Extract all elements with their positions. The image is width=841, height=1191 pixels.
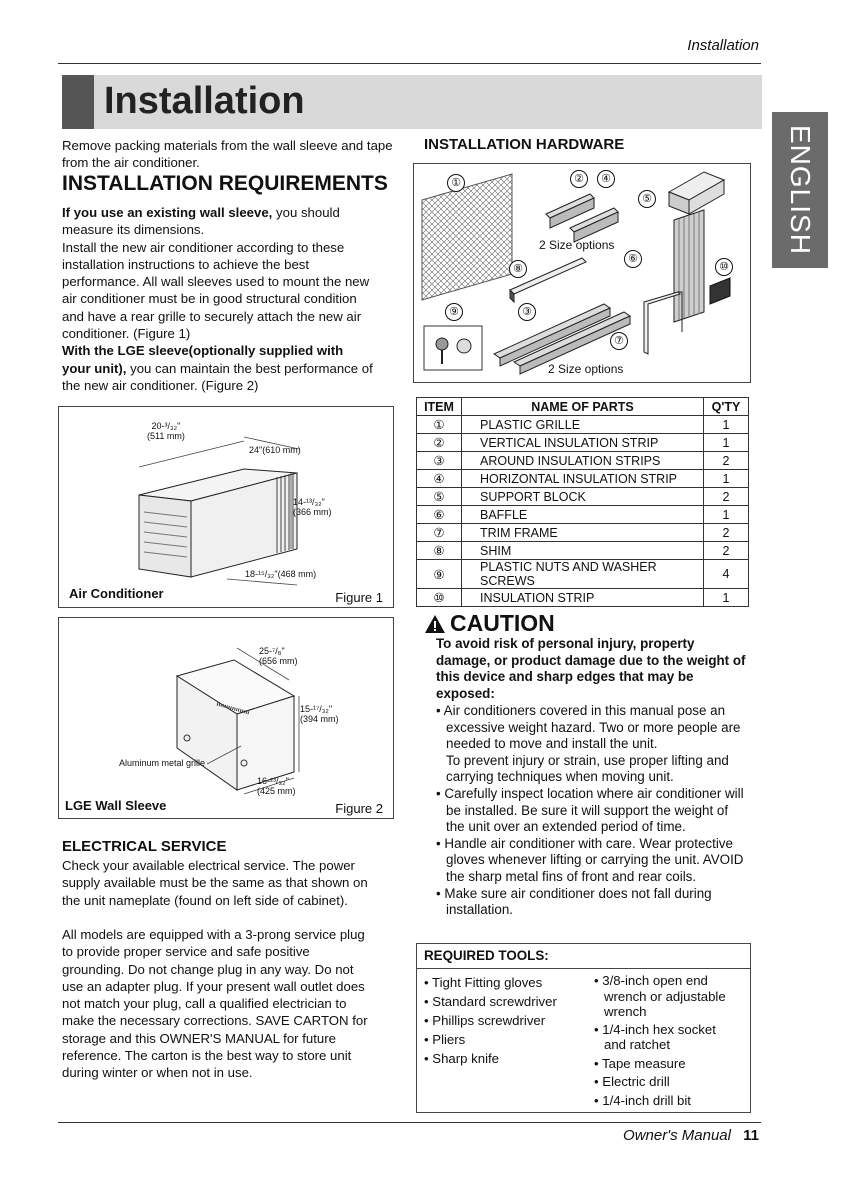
text-line: needed to move and install the unit. — [446, 736, 658, 752]
tool-item: • Standard screwdriver — [424, 994, 557, 1009]
cell-item: ⑥ — [417, 506, 462, 524]
caution-lead — [436, 636, 756, 702]
cell-qty: 1 — [704, 416, 749, 434]
size-options-note: 2 Size options — [539, 238, 615, 252]
cell-name: PLASTIC GRILLE — [462, 416, 704, 434]
intro-text — [62, 137, 402, 172]
cell-qty: 4 — [704, 560, 749, 589]
text-line: be installed. Be sure it will support the weight of — [446, 802, 729, 818]
page-title: Installation — [104, 80, 305, 122]
text-line: installation. — [446, 902, 513, 918]
cell-name: BAFFLE — [462, 506, 704, 524]
text-line: make the necessary corrections. SAVE CARTON for — [62, 1013, 368, 1029]
cell-item: ④ — [417, 470, 462, 488]
page-number: 11 — [743, 1127, 759, 1144]
tool-item: • 1/4-inch drill bit — [594, 1092, 691, 1108]
text-line: storage and this OWNER'S MANUAL for future — [62, 1030, 336, 1046]
cell-qty: 1 — [704, 506, 749, 524]
tools-right-list — [594, 973, 726, 1108]
caution-bullet — [436, 836, 756, 886]
table-row — [417, 452, 749, 470]
table-row — [417, 434, 749, 452]
dim-value: 25-⁷/₈" — [259, 646, 285, 656]
tool-item: • Pliers — [424, 1032, 466, 1047]
text-line: grounding. Do not change plug in any way. Do not — [62, 961, 354, 977]
dim-value: 16-²³/₃₂" — [257, 776, 289, 786]
text-line: not match your plug, call a qualified electrician to — [62, 996, 347, 1012]
cell-name: TRIM FRAME — [462, 524, 704, 542]
hardware-parts-drawing — [414, 164, 750, 382]
header-rule — [58, 63, 761, 64]
marker-5: ⑤ — [638, 190, 656, 208]
text-line: To prevent injury or strain, use proper lifting and — [446, 752, 729, 768]
text-line: to provide proper service and safe positive — [62, 944, 310, 960]
dim-value: 20-³/₃₂" — [151, 421, 181, 431]
figure-2-caption: Figure 2 — [335, 801, 383, 816]
text-line: • Make sure air conditioner does not fall during — [436, 885, 712, 901]
caution-bullet — [436, 786, 756, 836]
warning-icon — [424, 614, 446, 634]
caution-title: CAUTION — [450, 610, 555, 636]
cell-name: SHIM — [462, 542, 704, 560]
text-line: gloves whenever lifting or carrying the unit. AVOID — [446, 852, 744, 868]
cell-item: ⑤ — [417, 488, 462, 506]
title-accent-block — [62, 75, 94, 129]
text-line: All models are equipped with a 3-prong service plug — [62, 927, 365, 942]
figure-1-label: Air Conditioner — [69, 586, 164, 601]
text-line: damage, or product damage due to the weight of — [436, 652, 746, 668]
text-line: • Air conditioners covered in this manual pose an — [436, 703, 726, 718]
marker-4: ④ — [597, 170, 615, 188]
text-line: conditioner. (Figure 1) — [62, 326, 191, 342]
lge-sleeve-lead: With the LGE sleeve(optionally supplied with — [62, 343, 344, 359]
text-line: excessive weight hazard. Two or more people are — [446, 719, 741, 735]
text-line: the sharp metal fins of front and rear coils. — [446, 868, 697, 884]
table-row — [417, 470, 749, 488]
grille-callout: Aluminum metal grille — [119, 758, 206, 768]
hardware-figure — [413, 163, 751, 383]
dim-value: (511 mm) — [147, 431, 185, 441]
caution-heading — [424, 610, 555, 637]
language-tab-label: ENGLISH — [785, 125, 816, 255]
requirements-text — [62, 204, 402, 394]
tool-item: • Tight Fitting gloves — [424, 975, 543, 990]
cell-item: ① — [417, 416, 462, 434]
dim-value: (394 mm) — [300, 714, 339, 724]
table-row — [417, 589, 749, 607]
electrical-heading: ELECTRICAL SERVICE — [62, 838, 227, 855]
tool-item: • 3/8-inch open end — [594, 973, 708, 988]
fig1-dim-rear: 18-¹⁵/₃₂"(468 mm) — [245, 569, 317, 579]
table-row — [417, 488, 749, 506]
cell-item: ⑦ — [417, 524, 462, 542]
marker-9: ⑨ — [445, 303, 463, 321]
text-line: use an adapter plug. If your present wall outlet does — [62, 978, 365, 994]
footer-manual-name: Owner's Manual — [623, 1127, 731, 1144]
fig1-dim-depth: 24"(610 mm) — [249, 445, 301, 455]
dim-value: (656 mm) — [259, 656, 298, 666]
tool-item: • Sharp knife — [424, 1051, 499, 1066]
text-line: you can maintain the best performance of — [126, 360, 373, 376]
tool-item: and ratchet — [604, 1037, 670, 1052]
text-line: air conditioner must be in good structural condition — [62, 291, 357, 307]
fig2-dim-depth — [259, 646, 298, 666]
table-row — [417, 506, 749, 524]
caution-bullets — [436, 703, 756, 919]
figure-1-caption: Figure 1 — [335, 590, 383, 605]
text-line: To avoid risk of personal injury, property — [436, 636, 695, 651]
text-line: exposed: — [436, 685, 495, 701]
cell-qty: 1 — [704, 470, 749, 488]
caution-bullet — [436, 703, 756, 786]
text-line: • Carefully inspect location where air conditioner will — [436, 785, 744, 801]
table-header-row — [417, 398, 749, 416]
cell-name: INSULATION STRIP — [462, 589, 704, 607]
language-tab — [772, 112, 828, 268]
text-line: reference. The carton is the best way to store unit — [62, 1048, 352, 1064]
cell-name: SUPPORT BLOCK — [462, 488, 704, 506]
cell-qty: 1 — [704, 434, 749, 452]
text-line: supply available must be the same as that shown on — [62, 875, 368, 891]
text-line: this device and sharp edges that may be — [436, 669, 694, 685]
text-line: during winter or when not in use. — [62, 1065, 253, 1081]
cell-qty: 2 — [704, 542, 749, 560]
dim-value: 15-¹⁷/₃₂" — [300, 704, 333, 714]
air-conditioner-drawing — [59, 407, 393, 607]
size-options-note-2: 2 Size options — [548, 362, 624, 376]
cell-qty: 1 — [704, 589, 749, 607]
tool-item: wrench — [604, 1004, 647, 1019]
marker-7: ⑦ — [610, 332, 628, 350]
electrical-text-1 — [62, 857, 407, 909]
footer — [623, 1127, 759, 1144]
figure-1 — [58, 406, 394, 608]
tools-heading: REQUIRED TOOLS: — [424, 948, 549, 963]
marker-8: ⑧ — [509, 260, 527, 278]
parts-table — [416, 397, 749, 607]
marker-3: ③ — [518, 303, 536, 321]
text-line: the new air conditioner. (Figure 2) — [62, 377, 259, 393]
text-line: Check your available electrical service. The power — [62, 858, 355, 873]
table-row — [417, 542, 749, 560]
caution-bullet — [436, 886, 756, 919]
text-line: performance. All wall sleeves used to mount the new — [62, 274, 370, 290]
cell-qty: 2 — [704, 488, 749, 506]
intro-line: from the air conditioner. — [62, 155, 200, 171]
cell-item: ② — [417, 434, 462, 452]
text-line: measure its dimensions. — [62, 222, 205, 238]
cell-item: ⑩ — [417, 589, 462, 607]
table-row — [417, 524, 749, 542]
electrical-text-2 — [62, 926, 407, 1082]
fig2-dim-width — [257, 776, 296, 796]
tools-left-list — [424, 973, 557, 1068]
cell-item: ⑨ — [417, 560, 462, 589]
text-line: carrying techniques when moving unit. — [446, 769, 674, 785]
text-line: Install the new air conditioner according to these — [62, 239, 345, 255]
dim-value: (366 mm) — [293, 507, 332, 517]
cell-qty: 2 — [704, 524, 749, 542]
marker-2: ② — [570, 170, 588, 188]
text-line: the unit nameplate (found on left side of cabinet). — [62, 892, 348, 908]
col-name: NAME OF PARTS — [462, 398, 704, 416]
cell-name: AROUND INSULATION STRIPS — [462, 452, 704, 470]
dim-value: (425 mm) — [257, 786, 296, 796]
table-row — [417, 560, 749, 589]
marker-1: ① — [447, 174, 465, 192]
tool-item: • Electric drill — [594, 1074, 670, 1089]
wall-sleeve-drawing — [59, 618, 393, 818]
cell-item: ⑧ — [417, 542, 462, 560]
cell-item: ③ — [417, 452, 462, 470]
table-row — [417, 416, 749, 434]
cell-qty: 2 — [704, 452, 749, 470]
cell-name: VERTICAL INSULATION STRIP — [462, 434, 704, 452]
figure-2-label: LGE Wall Sleeve — [65, 798, 167, 813]
cell-name: HORIZONTAL INSULATION STRIP — [462, 470, 704, 488]
marker-6: ⑥ — [624, 250, 642, 268]
hardware-heading: INSTALLATION HARDWARE — [424, 136, 625, 153]
tool-item: wrench or adjustable — [604, 988, 726, 1004]
marker-10: ⑩ — [715, 258, 733, 276]
text-line: and have a rear grille to securely attach the new air — [62, 308, 362, 324]
text-line: you should — [272, 205, 340, 220]
tool-item: • Tape measure — [594, 1055, 686, 1071]
lge-sleeve-lead: your unit), — [62, 360, 127, 376]
dim-value: 14-¹³/₃₂" — [293, 497, 325, 507]
running-header: Installation — [687, 37, 759, 54]
requirements-heading: INSTALLATION REQUIREMENTS — [62, 172, 388, 195]
existing-sleeve-lead: If you use an existing wall sleeve, — [62, 205, 273, 220]
col-qty: Q'TY — [704, 398, 749, 416]
col-item: ITEM — [417, 398, 462, 416]
fig2-dim-height — [300, 704, 339, 724]
fig1-dim-height — [293, 497, 332, 517]
text-line: • Handle air conditioner with care. Wear protective — [436, 835, 733, 851]
text-line: the unit over an extended period of time. — [446, 819, 686, 835]
figure-2 — [58, 617, 394, 819]
text-line: installation instructions to achieve the best — [62, 256, 310, 272]
intro-line: Remove packing materials from the wall sleeve and tape — [62, 138, 393, 153]
cell-name: PLASTIC NUTS AND WASHER SCREWS — [462, 560, 704, 589]
footer-rule — [58, 1122, 761, 1123]
tool-item: • 1/4-inch hex socket — [594, 1021, 716, 1037]
fig1-dim-width — [147, 421, 185, 441]
required-tools-box — [416, 943, 751, 1113]
tool-item: • Phillips screwdriver — [424, 1013, 546, 1028]
